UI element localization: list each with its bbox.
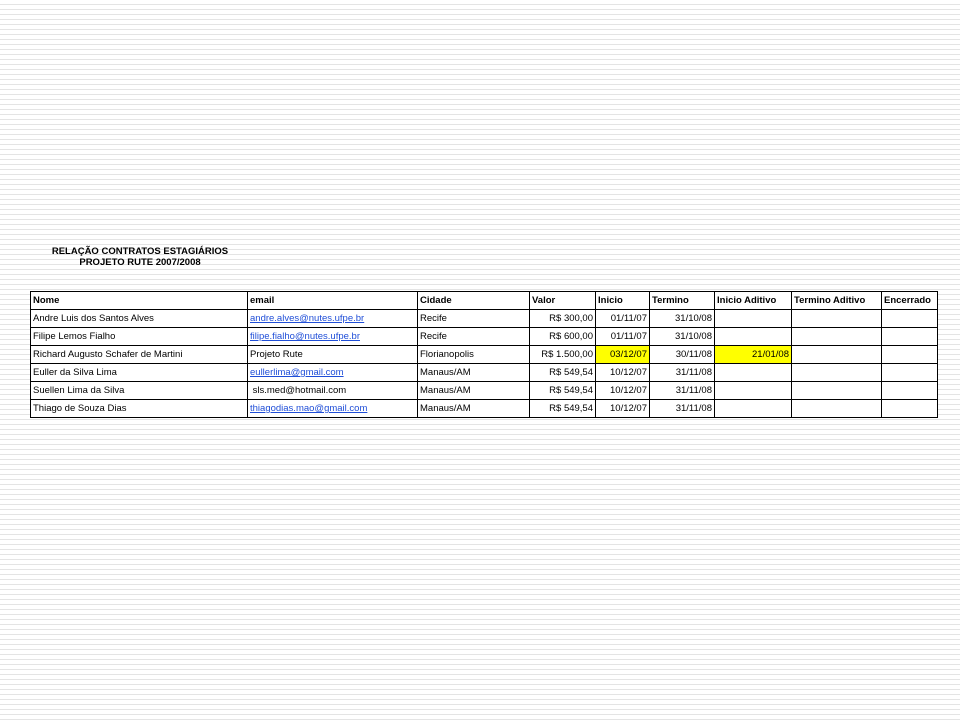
- table-row: [31, 364, 938, 382]
- cell-nome: Filipe Lemos Fialho: [31, 328, 248, 346]
- cell-cidade: Recife: [418, 310, 530, 328]
- cell-nome: Suellen Lima da Silva: [31, 382, 248, 400]
- contracts-table: [30, 291, 938, 418]
- cell-inicio-aditivo: [715, 310, 792, 328]
- cell-inicio: 03/12/07: [596, 346, 650, 364]
- table-row: [31, 346, 938, 364]
- cell-inicio-aditivo: [715, 400, 792, 418]
- cell-valor: R$ 549,54: [530, 400, 596, 418]
- cell-termino-aditivo: [792, 346, 882, 364]
- header-email: email: [248, 292, 418, 310]
- cell-termino-aditivo: [792, 382, 882, 400]
- cell-termino: 31/11/08: [650, 382, 715, 400]
- cell-inicio: 01/11/07: [596, 310, 650, 328]
- header-encerrado: Encerrado: [882, 292, 938, 310]
- cell-encerrado: [882, 328, 938, 346]
- header-cidade: Cidade: [418, 292, 530, 310]
- header-inicio: Inicio: [596, 292, 650, 310]
- cell-cidade: Manaus/AM: [418, 364, 530, 382]
- email-link[interactable]: thiagodias.mao@gmail.com: [250, 403, 368, 414]
- table-row: [31, 382, 938, 400]
- header-nome: Nome: [31, 292, 248, 310]
- email-link[interactable]: eullerlima@gmail.com: [250, 367, 344, 378]
- cell-termino-aditivo: [792, 364, 882, 382]
- cell-termino-aditivo: [792, 400, 882, 418]
- cell-inicio: 10/12/07: [596, 400, 650, 418]
- cell-cidade: Recife: [418, 328, 530, 346]
- cell-email: [248, 400, 418, 418]
- cell-email: [248, 328, 418, 346]
- header-termino-aditivo: Termino Aditivo: [792, 292, 882, 310]
- cell-valor: R$ 1.500,00: [530, 346, 596, 364]
- header-termino: Termino: [650, 292, 715, 310]
- cell-valor: R$ 549,54: [530, 364, 596, 382]
- cell-nome: Andre Luis dos Santos Alves: [31, 310, 248, 328]
- cell-encerrado: [882, 382, 938, 400]
- cell-email: Projeto Rute: [248, 346, 418, 364]
- cell-valor: R$ 600,00: [530, 328, 596, 346]
- cell-inicio-aditivo: [715, 328, 792, 346]
- cell-nome: Euller da Silva Lima: [31, 364, 248, 382]
- cell-encerrado: [882, 400, 938, 418]
- cell-encerrado: [882, 346, 938, 364]
- email-link[interactable]: filipe.fialho@nutes.ufpe.br: [250, 331, 360, 342]
- header-row: [31, 292, 938, 310]
- cell-inicio: 10/12/07: [596, 382, 650, 400]
- cell-nome: Thiago de Souza Dias: [31, 400, 248, 418]
- cell-termino: 31/11/08: [650, 400, 715, 418]
- cell-inicio-aditivo: 21/01/08: [715, 346, 792, 364]
- cell-encerrado: [882, 364, 938, 382]
- header-inicio-aditivo: Inicio Aditivo: [715, 292, 792, 310]
- email-link[interactable]: andre.alves@nutes.ufpe.br: [250, 313, 365, 324]
- cell-termino: 31/10/08: [650, 328, 715, 346]
- cell-cidade: Florianopolis: [418, 346, 530, 364]
- cell-email: [248, 364, 418, 382]
- cell-cidade: Manaus/AM: [418, 382, 530, 400]
- cell-inicio: 01/11/07: [596, 328, 650, 346]
- cell-cidade: Manaus/AM: [418, 400, 530, 418]
- title-block: [20, 246, 260, 268]
- cell-inicio: 10/12/07: [596, 364, 650, 382]
- cell-encerrado: [882, 310, 938, 328]
- cell-email: sls.med@hotmail.com: [248, 382, 418, 400]
- cell-inicio-aditivo: [715, 364, 792, 382]
- cell-nome: Richard Augusto Schafer de Martini: [31, 346, 248, 364]
- cell-inicio-aditivo: [715, 382, 792, 400]
- cell-termino: 31/11/08: [650, 364, 715, 382]
- document-title: RELAÇÃO CONTRATOS ESTAGIÁRIOS: [51, 246, 229, 257]
- cell-valor: R$ 549,54: [530, 382, 596, 400]
- cell-termino-aditivo: [792, 310, 882, 328]
- table-row: [31, 400, 938, 418]
- table-row: [31, 328, 938, 346]
- cell-termino: 30/11/08: [650, 346, 715, 364]
- document-subtitle: PROJETO RUTE 2007/2008: [79, 257, 201, 268]
- cell-termino: 31/10/08: [650, 310, 715, 328]
- cell-email: [248, 310, 418, 328]
- cell-valor: R$ 300,00: [530, 310, 596, 328]
- cell-termino-aditivo: [792, 328, 882, 346]
- table-row: [31, 310, 938, 328]
- header-valor: Valor: [530, 292, 596, 310]
